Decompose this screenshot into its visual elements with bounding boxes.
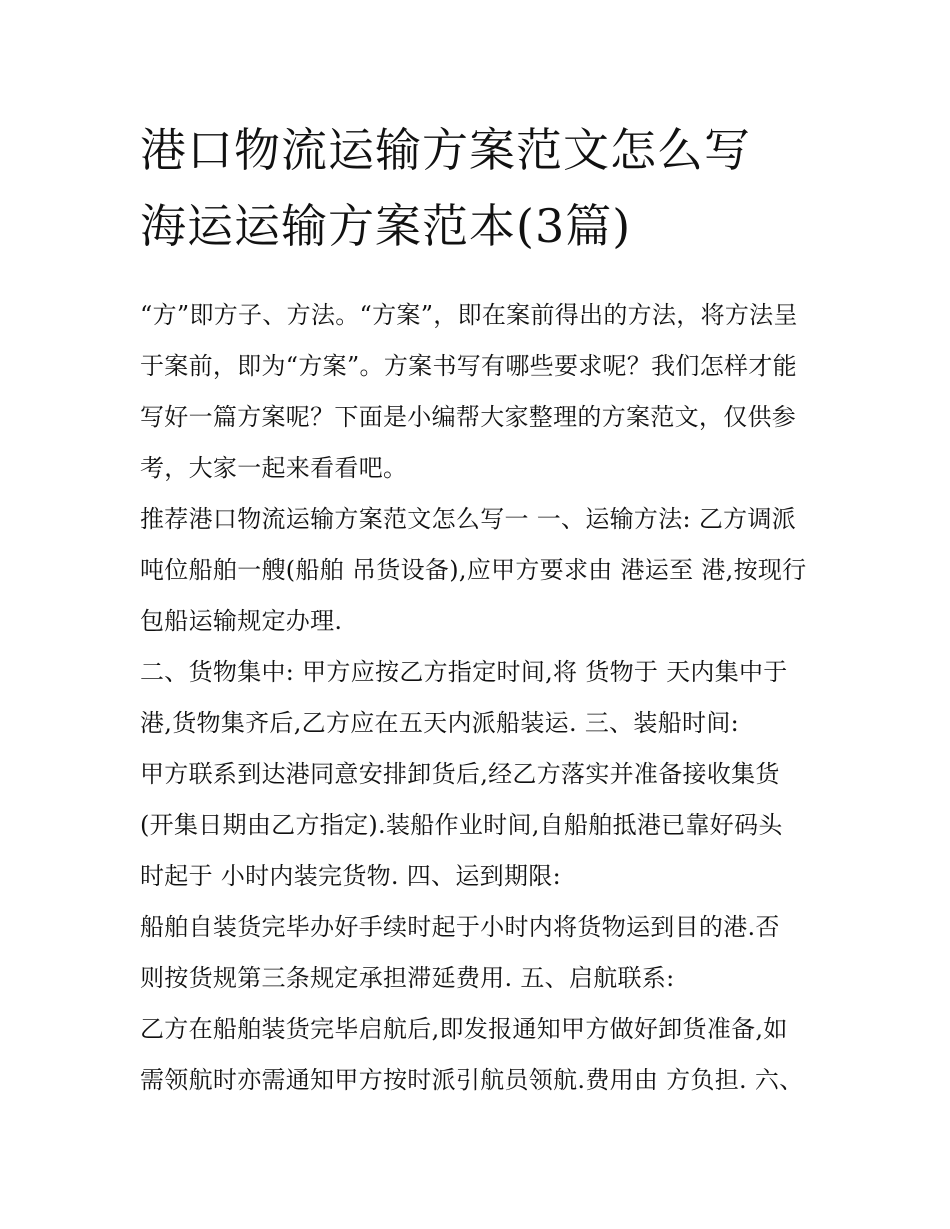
paragraph-transport-method bbox=[140, 494, 820, 647]
paragraph-loading-time bbox=[140, 749, 820, 902]
text-line: 时起于 小时内装完货物. 四、运到期限: bbox=[140, 862, 561, 890]
text-line: 船舶自装货完毕办好手续时起于小时内将货物运到目的港.否 bbox=[140, 913, 780, 941]
paragraph-cargo-collection bbox=[140, 647, 820, 749]
document-body bbox=[140, 290, 820, 1106]
text-line: 甲方联系到达港同意安排卸货后,经乙方落实并准备接收集货 bbox=[140, 760, 780, 788]
text-line: 包船运输规定办理. bbox=[140, 607, 343, 635]
text-line: 乙方在船舶装货完毕启航后,即发报通知甲方做好卸货准备,如 bbox=[140, 1015, 788, 1043]
paragraph-intro bbox=[140, 290, 820, 494]
text-line: 考，大家一起来看看吧。 bbox=[140, 454, 408, 482]
text-line: 吨位船舶一艘(船舶 吊货设备),应甲方要求由 港运至 港,按现行 bbox=[140, 556, 807, 584]
text-line: (开集日期由乙方指定).装船作业时间,自船舶抵港已靠好码头 bbox=[140, 811, 783, 839]
text-line: 则按货规第三条规定承担滞延费用. 五、启航联系: bbox=[140, 964, 675, 992]
title-line: 港口物流运输方案范文怎么写 bbox=[140, 123, 751, 177]
text-line: 需领航时亦需通知甲方按时派引航员领航.费用由 方负担. 六、 bbox=[140, 1066, 804, 1094]
text-line: 港,货物集齐后,乙方应在五天内派船装运. 三、装船时间: bbox=[140, 709, 739, 737]
text-line: 于案前，即为“方案”。方案书写有哪些要求呢？我们怎样才能 bbox=[140, 352, 797, 380]
paragraph-delivery-deadline bbox=[140, 902, 820, 1004]
text-line: 推荐港口物流运输方案范文怎么写一 一、运输方法: 乙方调派 bbox=[140, 505, 797, 533]
text-line: 二、货物集中: 甲方应按乙方指定时间,将 货物于 天内集中于 bbox=[140, 658, 788, 686]
text-line: 写好一篇方案呢？下面是小编帮大家整理的方案范文，仅供参 bbox=[140, 403, 797, 431]
document-page bbox=[140, 112, 820, 1106]
document-title bbox=[140, 112, 820, 264]
title-line: 海运运输方案范本(3篇) bbox=[140, 199, 632, 253]
paragraph-departure-contact bbox=[140, 1004, 820, 1106]
text-line: “方”即方子、方法。“方案”，即在案前得出的方法，将方法呈 bbox=[140, 301, 798, 329]
